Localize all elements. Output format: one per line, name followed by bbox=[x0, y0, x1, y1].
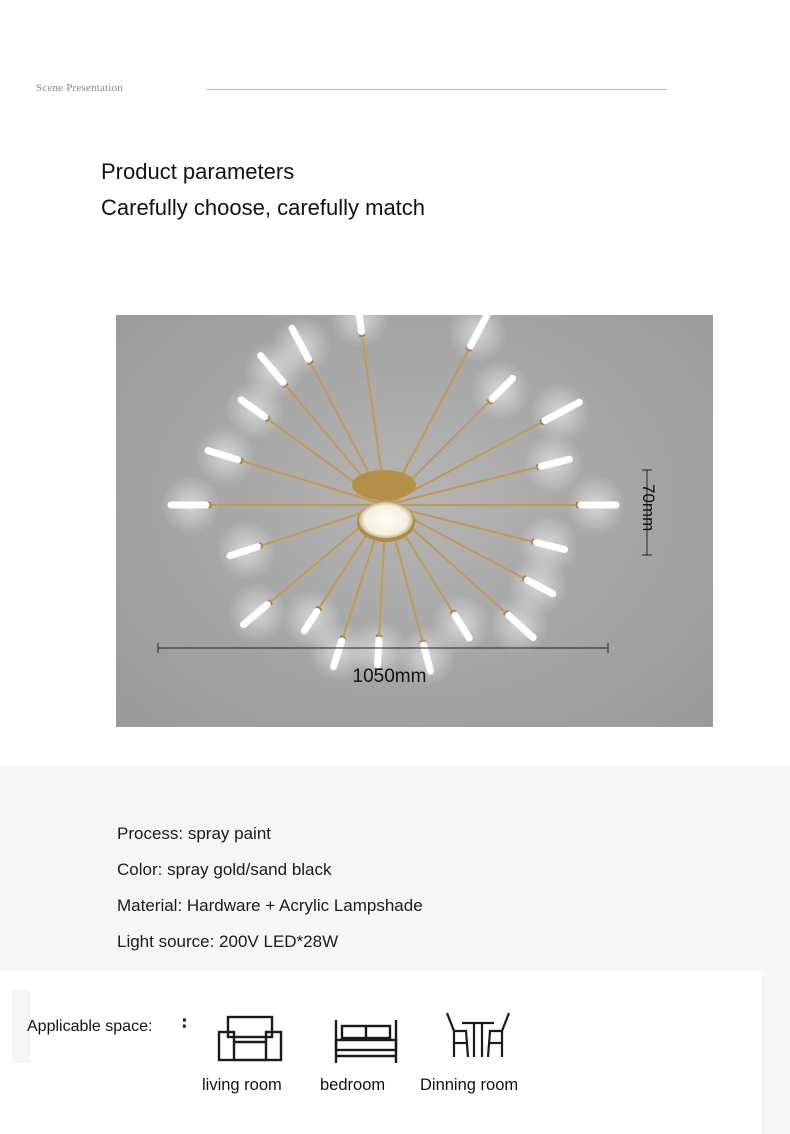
lamp-center-light bbox=[359, 502, 413, 538]
lamp-canopy bbox=[352, 470, 416, 500]
header-divider bbox=[206, 89, 667, 90]
applicable-space-colon: ∶ bbox=[182, 1016, 187, 1033]
room-label-dining-room: Dinning room bbox=[420, 1076, 519, 1094]
spec-color: Color: spray gold/sand black bbox=[117, 860, 332, 879]
room-label-bedroom: bedroom bbox=[320, 1076, 386, 1094]
applicable-space-label: Applicable space: bbox=[27, 1018, 153, 1035]
spec-light-source: Light source: 200V LED*28W bbox=[117, 932, 339, 951]
dining-table-icon bbox=[444, 1011, 512, 1061]
width-dimension-label: 1050mm bbox=[352, 666, 427, 687]
spec-material: Material: Hardware + Acrylic Lampshade bbox=[117, 896, 423, 915]
product-subheading: Carefully choose, carefully match bbox=[101, 195, 426, 220]
room-label-living-room: living room bbox=[202, 1076, 282, 1094]
lamp-tube bbox=[378, 640, 379, 665]
scene-presentation-label: Scene Presentation bbox=[36, 82, 123, 94]
product-photo bbox=[116, 315, 713, 727]
spec-process: Process: spray paint bbox=[117, 824, 272, 843]
product-parameters-heading: Product parameters bbox=[101, 159, 295, 184]
height-dimension-label: 70mm bbox=[639, 484, 658, 532]
bed-icon bbox=[332, 1018, 400, 1064]
sofa-icon bbox=[216, 1014, 284, 1064]
applicable-side-band-right bbox=[762, 971, 790, 1134]
